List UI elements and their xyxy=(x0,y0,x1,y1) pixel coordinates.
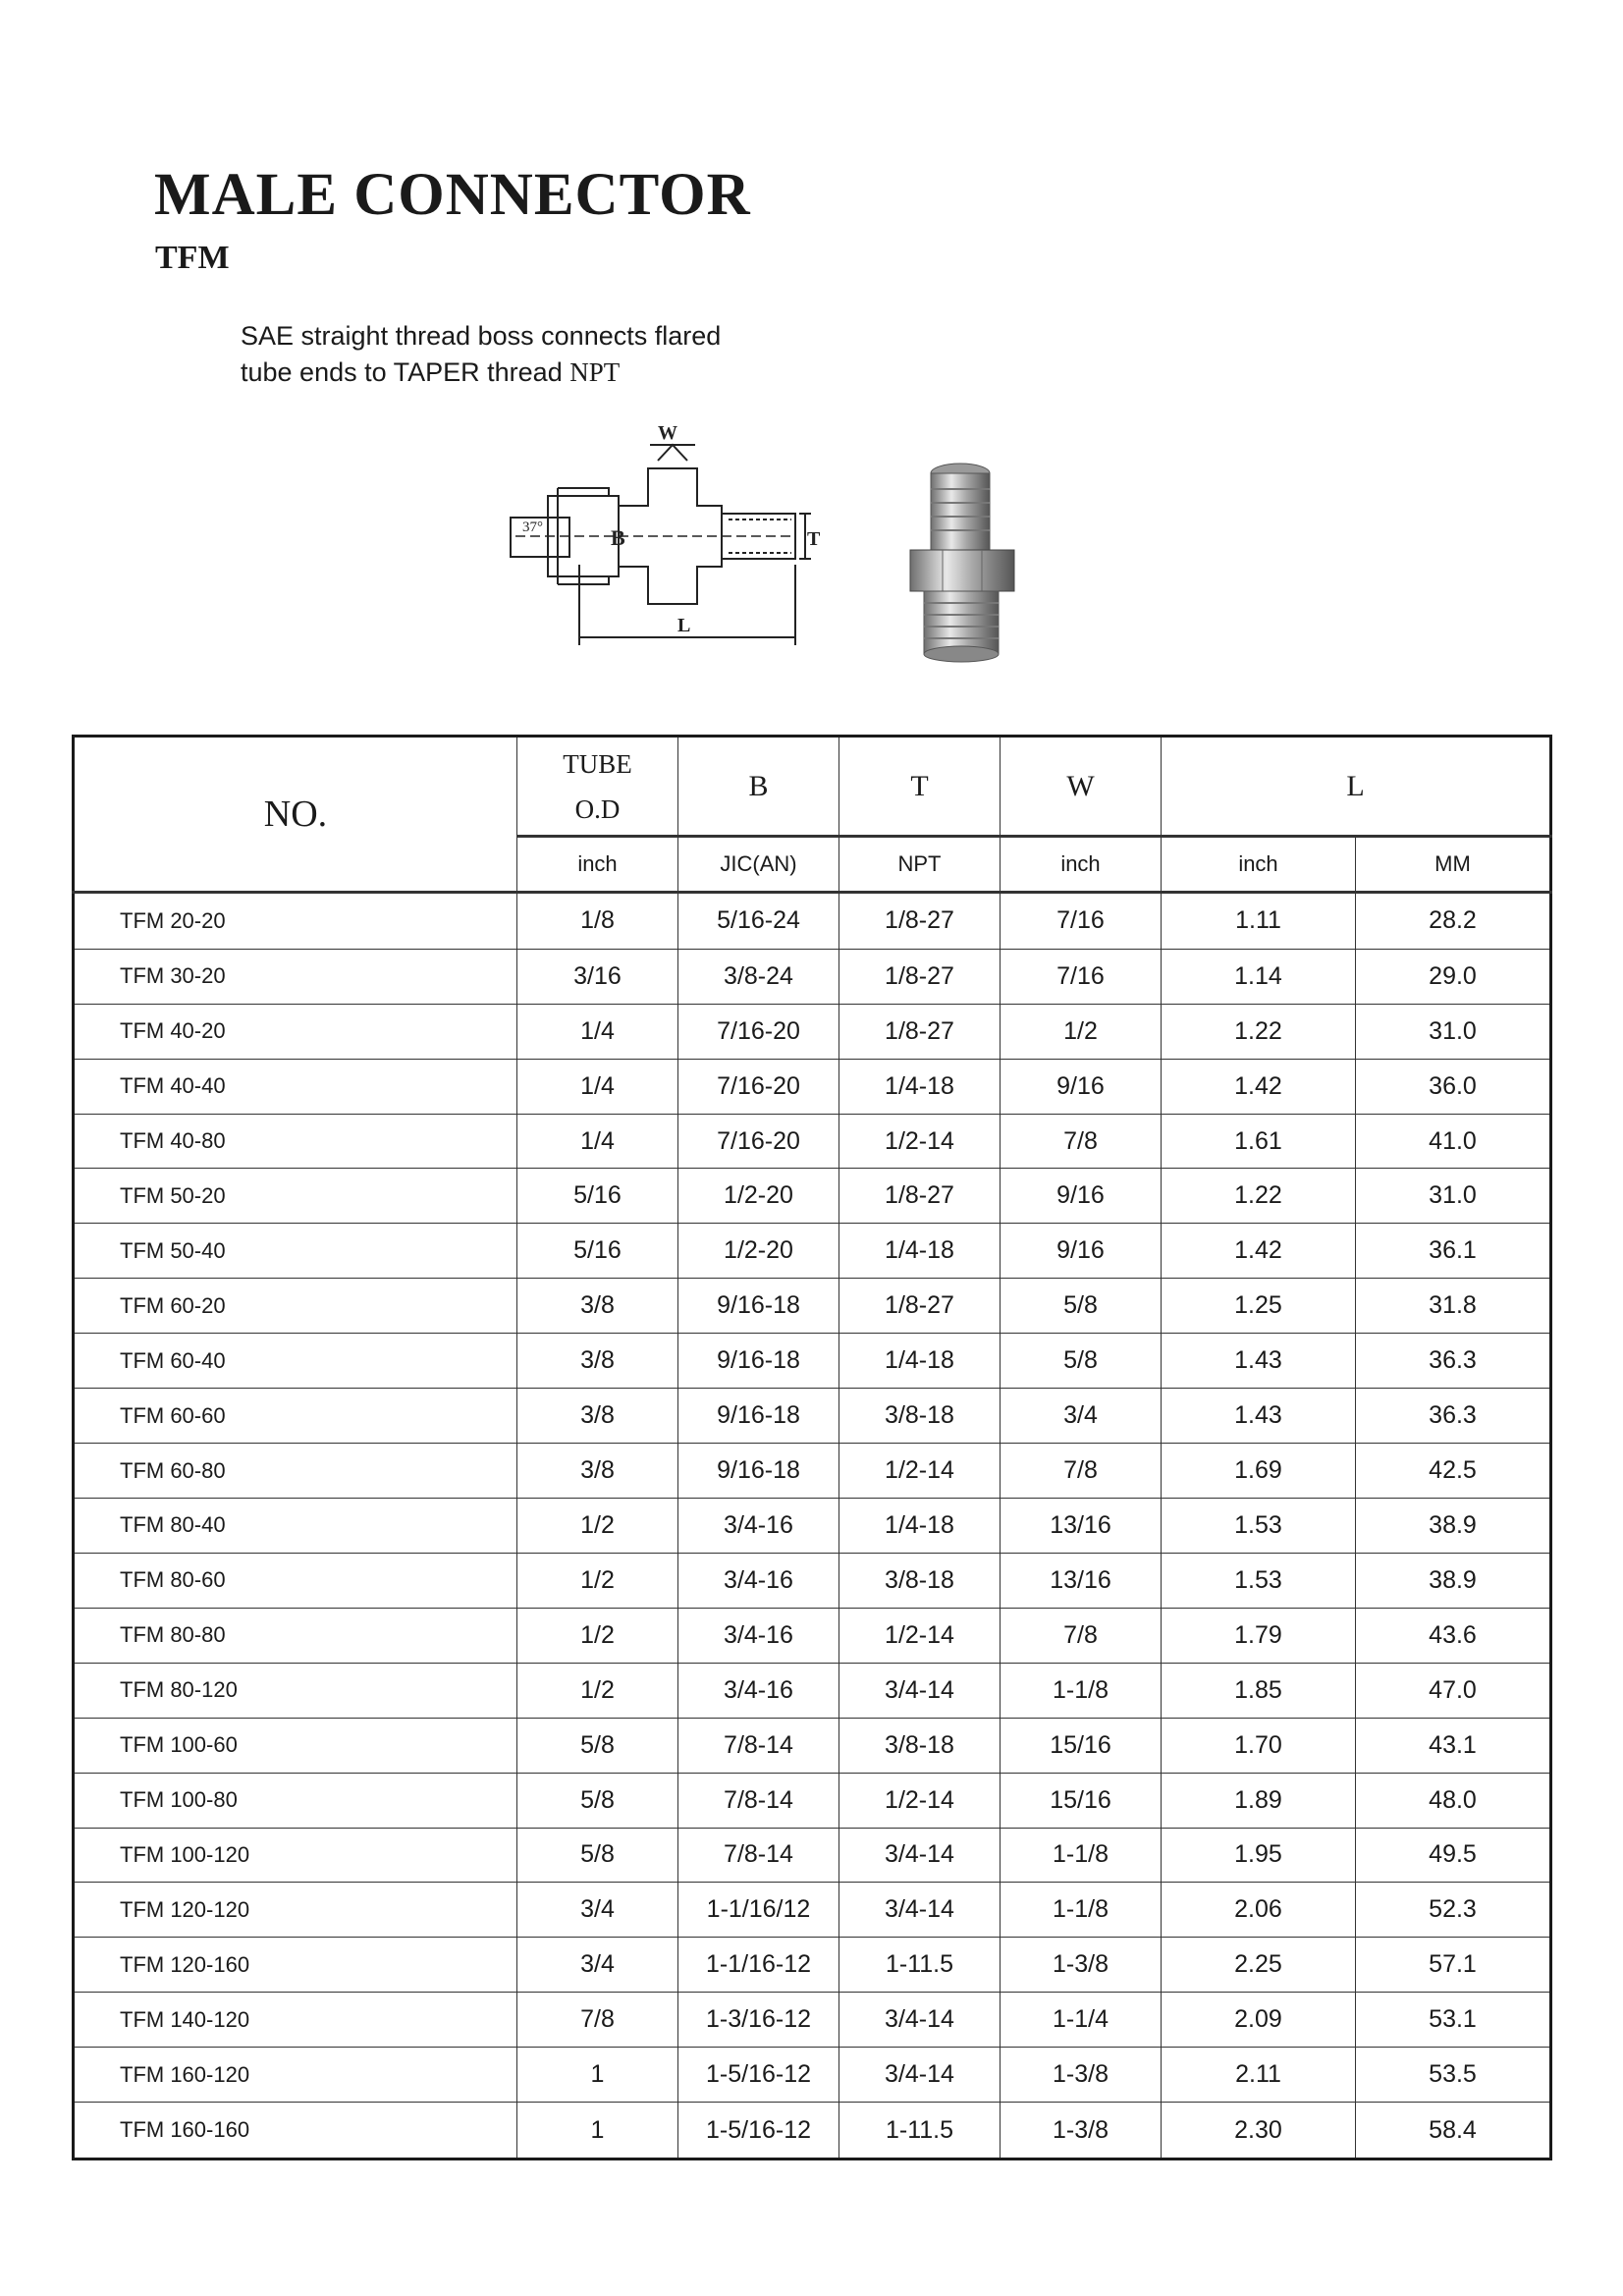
unit-l-inch: inch xyxy=(1162,837,1356,893)
technical-drawing xyxy=(501,417,825,658)
cell-l-inch: 1.79 xyxy=(1162,1608,1356,1663)
cell-b: 3/4-16 xyxy=(678,1499,839,1554)
description-npt: NPT xyxy=(569,357,621,387)
cell-w: 1-1/8 xyxy=(1001,1883,1162,1938)
unit-l-mm: MM xyxy=(1356,837,1551,893)
cell-l-inch: 1.69 xyxy=(1162,1444,1356,1499)
cell-l-mm: 38.9 xyxy=(1356,1553,1551,1608)
drawing-label-l: L xyxy=(677,615,691,636)
table-row xyxy=(74,1114,1551,1169)
table-row xyxy=(74,1224,1551,1279)
cell-no: TFM 140-120 xyxy=(74,1993,517,2048)
cell-b: 1-1/16/12 xyxy=(678,1883,839,1938)
cell-t: 1/4-18 xyxy=(839,1334,1001,1389)
cell-no: TFM 100-80 xyxy=(74,1773,517,1828)
cell-t: 1/8-27 xyxy=(839,893,1001,950)
cell-l-mm: 38.9 xyxy=(1356,1499,1551,1554)
header-w: W xyxy=(1001,737,1162,837)
cell-t: 3/4-14 xyxy=(839,1883,1001,1938)
cell-l-inch: 1.89 xyxy=(1162,1773,1356,1828)
cell-tube: 3/8 xyxy=(517,1389,678,1444)
cell-b: 1-3/16-12 xyxy=(678,1993,839,2048)
cell-l-inch: 1.70 xyxy=(1162,1718,1356,1773)
cell-t: 3/4-14 xyxy=(839,2048,1001,2103)
cell-w: 9/16 xyxy=(1001,1059,1162,1114)
cell-w: 9/16 xyxy=(1001,1169,1162,1224)
cell-l-mm: 43.6 xyxy=(1356,1608,1551,1663)
table-row xyxy=(74,1279,1551,1334)
cell-l-inch: 1.42 xyxy=(1162,1224,1356,1279)
table-row xyxy=(74,1169,1551,1224)
cell-t: 3/4-14 xyxy=(839,1993,1001,2048)
cell-l-mm: 31.0 xyxy=(1356,1004,1551,1059)
cell-l-inch: 1.14 xyxy=(1162,949,1356,1004)
cell-no: TFM 20-20 xyxy=(74,893,517,950)
cell-no: TFM 160-120 xyxy=(74,2048,517,2103)
cell-no: TFM 100-60 xyxy=(74,1718,517,1773)
header-tube-line1: TUBE xyxy=(563,748,632,779)
cell-t: 1/8-27 xyxy=(839,1169,1001,1224)
header-t: T xyxy=(839,737,1001,837)
drawing-label-b: B xyxy=(611,525,625,550)
cell-no: TFM 40-40 xyxy=(74,1059,517,1114)
cell-tube: 3/4 xyxy=(517,1883,678,1938)
header-b: B xyxy=(678,737,839,837)
cell-no: TFM 60-40 xyxy=(74,1334,517,1389)
cell-tube: 1/8 xyxy=(517,893,678,950)
cell-tube: 5/8 xyxy=(517,1828,678,1883)
unit-t: NPT xyxy=(839,837,1001,893)
cell-b: 9/16-18 xyxy=(678,1389,839,1444)
header-l: L xyxy=(1162,737,1551,837)
cell-tube: 5/16 xyxy=(517,1169,678,1224)
product-photo xyxy=(898,460,1026,666)
cell-l-inch: 1.61 xyxy=(1162,1114,1356,1169)
cell-w: 15/16 xyxy=(1001,1718,1162,1773)
cell-l-mm: 48.0 xyxy=(1356,1773,1551,1828)
cell-l-mm: 57.1 xyxy=(1356,1938,1551,1993)
cell-tube: 1 xyxy=(517,2103,678,2159)
cell-b: 9/16-18 xyxy=(678,1279,839,1334)
cell-t: 1/8-27 xyxy=(839,949,1001,1004)
cell-t: 3/4-14 xyxy=(839,1828,1001,1883)
drawing-label-t: T xyxy=(807,528,821,550)
cell-w: 3/4 xyxy=(1001,1389,1162,1444)
header-no: NO. xyxy=(74,737,517,893)
cell-b: 1-5/16-12 xyxy=(678,2048,839,2103)
cell-l-inch: 2.09 xyxy=(1162,1993,1356,2048)
cell-l-inch: 1.43 xyxy=(1162,1334,1356,1389)
cell-l-inch: 1.22 xyxy=(1162,1004,1356,1059)
cell-t: 1/4-18 xyxy=(839,1224,1001,1279)
cell-tube: 1 xyxy=(517,2048,678,2103)
cell-w: 1-3/8 xyxy=(1001,1938,1162,1993)
cell-b: 7/8-14 xyxy=(678,1773,839,1828)
cell-l-mm: 36.3 xyxy=(1356,1389,1551,1444)
cell-w: 1-3/8 xyxy=(1001,2048,1162,2103)
cell-t: 3/8-18 xyxy=(839,1553,1001,1608)
description-line-1: SAE straight thread boss connects flared xyxy=(241,321,722,351)
table-row xyxy=(74,1334,1551,1389)
cell-no: TFM 120-160 xyxy=(74,1938,517,1993)
cell-l-mm: 42.5 xyxy=(1356,1444,1551,1499)
cell-l-inch: 1.53 xyxy=(1162,1553,1356,1608)
cell-w: 7/8 xyxy=(1001,1444,1162,1499)
cell-b: 5/16-24 xyxy=(678,893,839,950)
cell-w: 13/16 xyxy=(1001,1499,1162,1554)
unit-b: JIC(AN) xyxy=(678,837,839,893)
cell-w: 1/2 xyxy=(1001,1004,1162,1059)
cell-w: 1-3/8 xyxy=(1001,2103,1162,2159)
cell-no: TFM 80-80 xyxy=(74,1608,517,1663)
cell-l-mm: 28.2 xyxy=(1356,893,1551,950)
table-row xyxy=(74,1389,1551,1444)
cell-no: TFM 50-40 xyxy=(74,1224,517,1279)
cell-b: 7/16-20 xyxy=(678,1059,839,1114)
cell-no: TFM 160-160 xyxy=(74,2103,517,2159)
cell-tube: 3/8 xyxy=(517,1279,678,1334)
cell-l-mm: 47.0 xyxy=(1356,1663,1551,1718)
product-description xyxy=(241,318,721,391)
cell-l-inch: 1.22 xyxy=(1162,1169,1356,1224)
cell-l-mm: 36.1 xyxy=(1356,1224,1551,1279)
table-row xyxy=(74,1718,1551,1773)
cell-no: TFM 30-20 xyxy=(74,949,517,1004)
cell-t: 1/8-27 xyxy=(839,1279,1001,1334)
cell-tube: 3/8 xyxy=(517,1444,678,1499)
cell-w: 1-1/8 xyxy=(1001,1828,1162,1883)
table-row xyxy=(74,893,1551,950)
cell-l-inch: 1.85 xyxy=(1162,1663,1356,1718)
cell-l-mm: 53.1 xyxy=(1356,1993,1551,2048)
cell-no: TFM 120-120 xyxy=(74,1883,517,1938)
cell-l-mm: 29.0 xyxy=(1356,949,1551,1004)
cell-tube: 1/2 xyxy=(517,1663,678,1718)
cell-no: TFM 60-20 xyxy=(74,1279,517,1334)
table-row xyxy=(74,1993,1551,2048)
cell-no: TFM 40-80 xyxy=(74,1114,517,1169)
cell-b: 1-1/16-12 xyxy=(678,1938,839,1993)
cell-w: 7/16 xyxy=(1001,949,1162,1004)
description-line-2-text: tube ends to TAPER thread xyxy=(241,357,570,387)
cell-w: 7/16 xyxy=(1001,893,1162,950)
table-row xyxy=(74,1004,1551,1059)
cell-tube: 3/16 xyxy=(517,949,678,1004)
table-row xyxy=(74,949,1551,1004)
table-row xyxy=(74,1059,1551,1114)
cell-w: 7/8 xyxy=(1001,1608,1162,1663)
cell-w: 5/8 xyxy=(1001,1334,1162,1389)
cell-t: 1/4-18 xyxy=(839,1059,1001,1114)
table-row xyxy=(74,1883,1551,1938)
cell-b: 3/4-16 xyxy=(678,1608,839,1663)
cell-l-mm: 41.0 xyxy=(1356,1114,1551,1169)
page-title: MALE CONNECTOR xyxy=(154,162,751,228)
cell-l-mm: 36.0 xyxy=(1356,1059,1551,1114)
cell-b: 9/16-18 xyxy=(678,1334,839,1389)
table-row xyxy=(74,1553,1551,1608)
cell-l-inch: 2.11 xyxy=(1162,2048,1356,2103)
cell-w: 1-1/8 xyxy=(1001,1663,1162,1718)
cell-no: TFM 80-60 xyxy=(74,1553,517,1608)
table-row xyxy=(74,1773,1551,1828)
cell-tube: 7/8 xyxy=(517,1993,678,2048)
cell-b: 7/8-14 xyxy=(678,1718,839,1773)
cell-tube: 1/2 xyxy=(517,1553,678,1608)
cell-t: 1/4-18 xyxy=(839,1499,1001,1554)
cell-b: 7/16-20 xyxy=(678,1004,839,1059)
cell-b: 1/2-20 xyxy=(678,1224,839,1279)
cell-tube: 3/8 xyxy=(517,1334,678,1389)
cell-no: TFM 80-120 xyxy=(74,1663,517,1718)
cell-no: TFM 100-120 xyxy=(74,1828,517,1883)
cell-l-mm: 36.3 xyxy=(1356,1334,1551,1389)
cell-l-inch: 1.42 xyxy=(1162,1059,1356,1114)
cell-l-inch: 2.06 xyxy=(1162,1883,1356,1938)
cell-tube: 5/8 xyxy=(517,1773,678,1828)
cell-l-mm: 53.5 xyxy=(1356,2048,1551,2103)
cell-tube: 5/8 xyxy=(517,1718,678,1773)
cell-tube: 1/4 xyxy=(517,1059,678,1114)
drawing-label-angle: 37° xyxy=(522,519,543,535)
cell-t: 1/2-14 xyxy=(839,1114,1001,1169)
drawing-label-w: W xyxy=(658,422,677,444)
cell-t: 1/2-14 xyxy=(839,1608,1001,1663)
cell-w: 5/8 xyxy=(1001,1279,1162,1334)
table-row xyxy=(74,1828,1551,1883)
cell-w: 1-1/4 xyxy=(1001,1993,1162,2048)
product-code: TFM xyxy=(155,240,230,276)
unit-w: inch xyxy=(1001,837,1162,893)
cell-t: 1/8-27 xyxy=(839,1004,1001,1059)
cell-tube: 3/4 xyxy=(517,1938,678,1993)
cell-no: TFM 60-60 xyxy=(74,1389,517,1444)
cell-no: TFM 50-20 xyxy=(74,1169,517,1224)
cell-b: 3/4-16 xyxy=(678,1553,839,1608)
cell-b: 1/2-20 xyxy=(678,1169,839,1224)
table-row xyxy=(74,1938,1551,1993)
cell-t: 3/8-18 xyxy=(839,1718,1001,1773)
cell-l-mm: 31.0 xyxy=(1356,1169,1551,1224)
cell-t: 3/4-14 xyxy=(839,1663,1001,1718)
cell-t: 1/2-14 xyxy=(839,1444,1001,1499)
cell-tube: 1/4 xyxy=(517,1114,678,1169)
cell-tube: 1/2 xyxy=(517,1499,678,1554)
spec-table xyxy=(72,735,1552,2160)
cell-b: 1-5/16-12 xyxy=(678,2103,839,2159)
cell-b: 7/16-20 xyxy=(678,1114,839,1169)
cell-l-inch: 1.25 xyxy=(1162,1279,1356,1334)
cell-b: 3/4-16 xyxy=(678,1663,839,1718)
spec-table-body xyxy=(74,893,1551,2159)
cell-tube: 1/4 xyxy=(517,1004,678,1059)
cell-l-inch: 2.25 xyxy=(1162,1938,1356,1993)
table-row xyxy=(74,2103,1551,2159)
cell-w: 13/16 xyxy=(1001,1553,1162,1608)
cell-l-mm: 58.4 xyxy=(1356,2103,1551,2159)
cell-l-mm: 52.3 xyxy=(1356,1883,1551,1938)
cell-b: 7/8-14 xyxy=(678,1828,839,1883)
cell-l-mm: 43.1 xyxy=(1356,1718,1551,1773)
cell-t: 1-11.5 xyxy=(839,1938,1001,1993)
unit-tube: inch xyxy=(517,837,678,893)
description-line-2 xyxy=(241,355,721,391)
cell-tube: 1/2 xyxy=(517,1608,678,1663)
table-row xyxy=(74,2048,1551,2103)
cell-no: TFM 40-20 xyxy=(74,1004,517,1059)
table-row xyxy=(74,1499,1551,1554)
cell-w: 15/16 xyxy=(1001,1773,1162,1828)
cell-l-inch: 2.30 xyxy=(1162,2103,1356,2159)
cell-no: TFM 60-80 xyxy=(74,1444,517,1499)
cell-t: 1-11.5 xyxy=(839,2103,1001,2159)
cell-l-inch: 1.11 xyxy=(1162,893,1356,950)
cell-t: 1/2-14 xyxy=(839,1773,1001,1828)
table-row xyxy=(74,1663,1551,1718)
cell-l-mm: 49.5 xyxy=(1356,1828,1551,1883)
cell-w: 9/16 xyxy=(1001,1224,1162,1279)
header-tube-line2: O.D xyxy=(574,793,621,824)
cell-l-inch: 1.43 xyxy=(1162,1389,1356,1444)
cell-l-mm: 31.8 xyxy=(1356,1279,1551,1334)
cell-t: 3/8-18 xyxy=(839,1389,1001,1444)
header-tube-od xyxy=(517,737,678,837)
cell-no: TFM 80-40 xyxy=(74,1499,517,1554)
table-row xyxy=(74,1608,1551,1663)
cell-w: 7/8 xyxy=(1001,1114,1162,1169)
cell-l-inch: 1.53 xyxy=(1162,1499,1356,1554)
table-row xyxy=(74,1444,1551,1499)
cell-tube: 5/16 xyxy=(517,1224,678,1279)
cell-b: 9/16-18 xyxy=(678,1444,839,1499)
cell-l-inch: 1.95 xyxy=(1162,1828,1356,1883)
cell-b: 3/8-24 xyxy=(678,949,839,1004)
